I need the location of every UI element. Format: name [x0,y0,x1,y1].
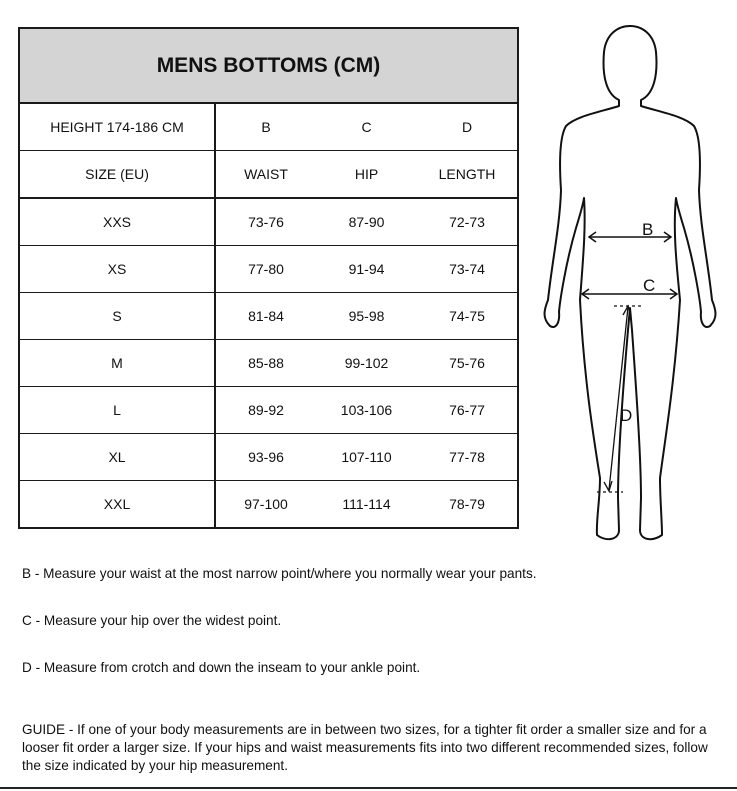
length-cell: 74-75 [417,293,518,340]
length-cell: 72-73 [417,198,518,246]
hip-cell: 91-94 [316,246,417,293]
column-name-waist: WAIST [215,151,316,199]
figure-label-c: C [643,276,656,295]
table-row [19,387,518,434]
bottom-divider [0,787,737,789]
waist-measure-line [589,232,671,242]
size-cell: L [19,387,215,434]
hip-cell: 99-102 [316,340,417,387]
table-row [19,340,518,387]
table-row [19,246,518,293]
column-letter-b: B [215,103,316,151]
waist-cell: 73-76 [215,198,316,246]
column-name-hip: HIP [316,151,417,199]
size-cell: S [19,293,215,340]
hip-cell: 87-90 [316,198,417,246]
hip-measure-line [582,289,677,299]
column-letter-c: C [316,103,417,151]
hip-cell: 103-106 [316,387,417,434]
table-row [19,293,518,340]
size-cell: M [19,340,215,387]
body-measurement-figure [528,20,728,550]
size-label: SIZE (EU) [19,151,215,199]
waist-cell: 81-84 [215,293,316,340]
note-inseam: D - Measure from crotch and down the inseam to your ankle point. [22,660,421,675]
length-cell: 77-78 [417,434,518,481]
hip-cell: 95-98 [316,293,417,340]
column-letter-d: D [417,103,518,151]
table-row [19,198,518,246]
table-row [19,481,518,529]
height-label: HEIGHT 174-186 CM [19,103,215,151]
waist-cell: 77-80 [215,246,316,293]
waist-cell: 89-92 [215,387,316,434]
figure-label-b: B [642,220,654,239]
length-cell: 78-79 [417,481,518,529]
hip-cell: 111-114 [316,481,417,529]
waist-cell: 93-96 [215,434,316,481]
size-cell: XL [19,434,215,481]
length-cell: 76-77 [417,387,518,434]
header-row-letters [19,103,518,151]
table-title-row [19,28,518,103]
waist-cell: 85-88 [215,340,316,387]
table-row [19,434,518,481]
body-outline [545,26,716,539]
size-cell: XS [19,246,215,293]
waist-cell: 97-100 [215,481,316,529]
column-name-length: LENGTH [417,151,518,199]
size-cell: XXL [19,481,215,529]
size-cell: XXS [19,198,215,246]
note-waist: B - Measure your waist at the most narrow point/where you normally wear your pants. [22,566,537,581]
length-cell: 75-76 [417,340,518,387]
figure-label-d: D [620,406,633,425]
note-hip: C - Measure your hip over the widest point. [22,613,282,628]
length-cell: 73-74 [417,246,518,293]
size-chart-table [18,27,519,529]
header-row-names [19,151,518,199]
hip-cell: 107-110 [316,434,417,481]
note-guide: GUIDE - If one of your body measurements are in between two sizes, for a tighter fit order a smaller size and for a looser fit order a larger size. If your hips and waist measurements fits into two different recommended sizes, follow the size indicated by your hip measurement. [22,722,708,773]
table-title: MENS BOTTOMS (CM) [19,28,518,103]
